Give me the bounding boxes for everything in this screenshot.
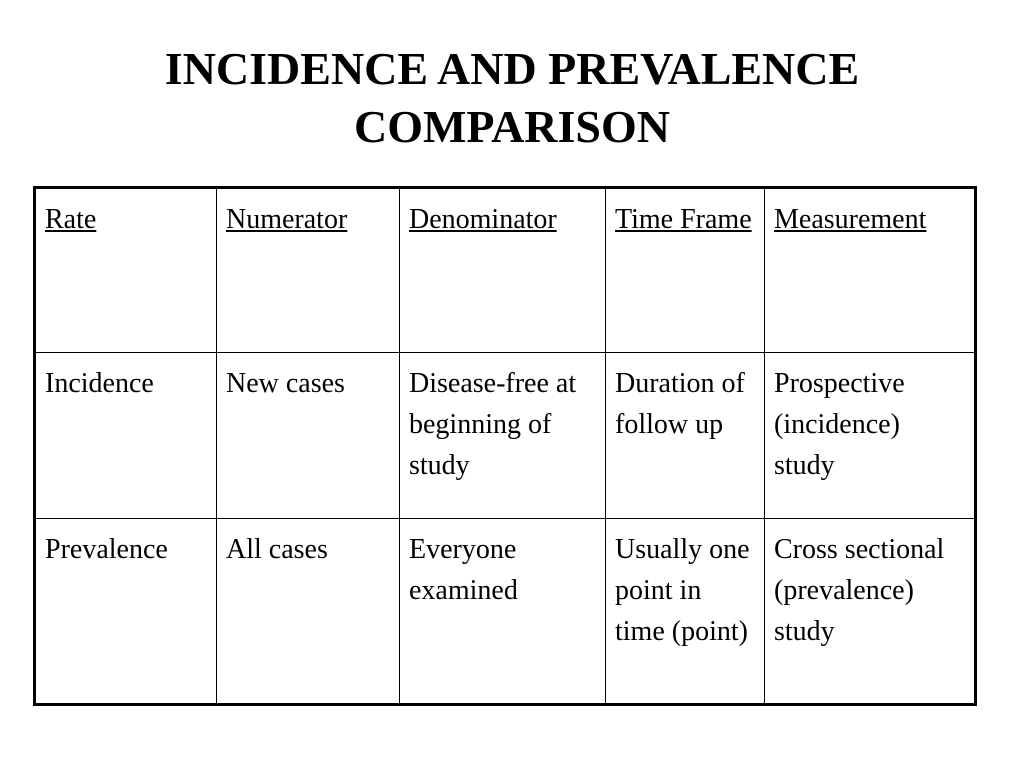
incidence-rate-cell: Incidence [35, 353, 217, 519]
slide-title-line-2: COMPARISON [353, 101, 671, 152]
header-cell-denominator [400, 188, 606, 353]
header-cell-measurement [765, 188, 976, 353]
header-cell-time-frame [606, 188, 765, 353]
prevalence-rate-cell: Prevalence [35, 519, 217, 705]
table-row-prevalence [35, 519, 976, 705]
table-row-incidence [35, 353, 976, 519]
header-time-frame: Time Frame [615, 204, 752, 235]
header-cell-numerator [217, 188, 400, 353]
prevalence-measurement-cell: Cross sectional (prevalence) study [765, 519, 976, 705]
incidence-time-frame-cell: Duration of follow up [606, 353, 765, 519]
slide-title [0, 40, 1024, 156]
header-denominator: Denominator [409, 204, 557, 235]
slide-title-line-1: INCIDENCE AND PREVALENCE [164, 43, 860, 94]
prevalence-numerator-cell: All cases [217, 519, 400, 705]
incidence-measurement-cell: Prospective (incidence) study [765, 353, 976, 519]
table-header-row [35, 188, 976, 353]
header-numerator: Numerator [226, 204, 348, 235]
header-cell-rate [35, 188, 217, 353]
header-rate: Rate [45, 204, 97, 235]
prevalence-denominator-cell: Everyone examined [400, 519, 606, 705]
comparison-table [33, 186, 977, 706]
header-measurement: Measurement [774, 204, 927, 235]
incidence-numerator-cell: New cases [217, 353, 400, 519]
prevalence-time-frame-cell: Usually one point in time (point) [606, 519, 765, 705]
incidence-denominator-cell: Disease-free at beginning of study [400, 353, 606, 519]
